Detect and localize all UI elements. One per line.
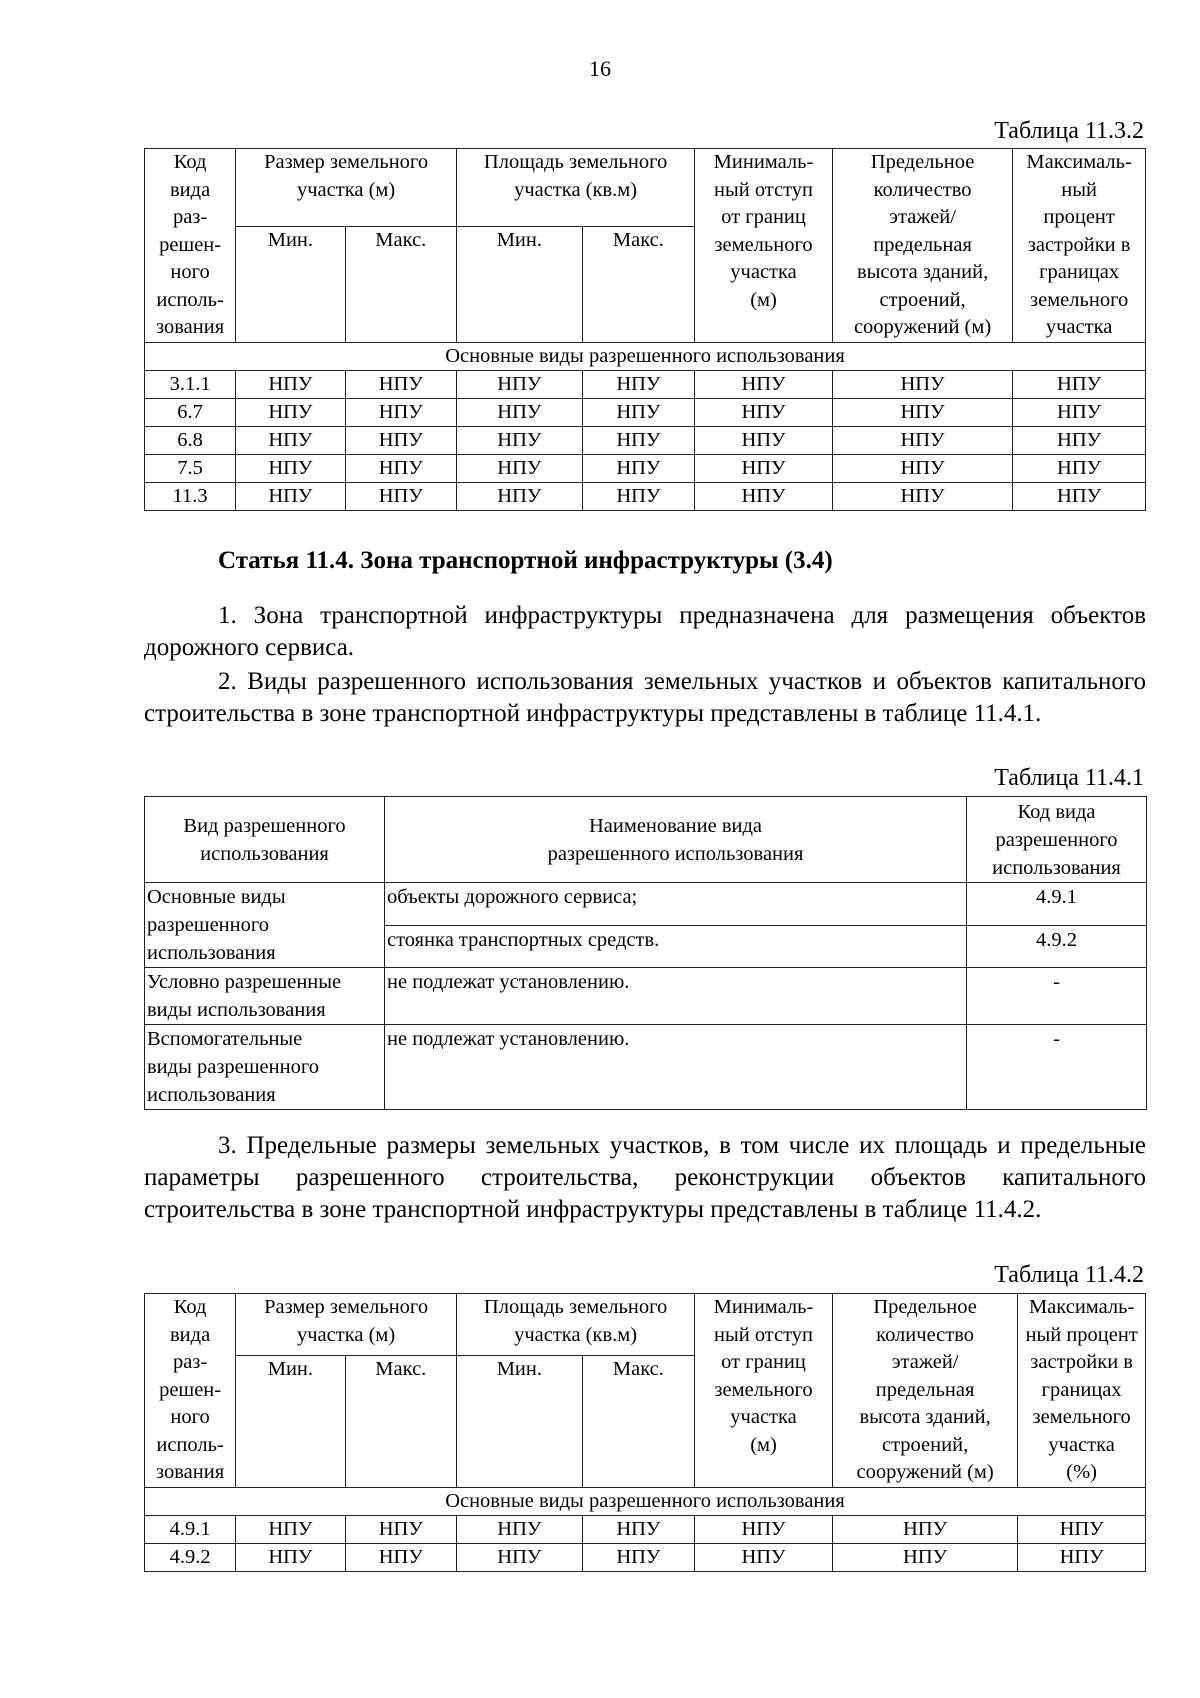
cell-line: границах — [1039, 261, 1120, 283]
main-item-name: объекты дорожного сервиса; — [385, 883, 967, 926]
row-value: НПУ — [582, 427, 694, 455]
cell-line: Условно разрешенные — [147, 971, 342, 993]
cell-line: Вспомогательные — [147, 1028, 303, 1050]
cell-line: Код вида — [1017, 800, 1096, 823]
article-heading: Статья 11.4. Зона транспортной инфраструктуры (3.4) — [218, 547, 833, 574]
header-floors — [832, 1294, 1017, 1488]
header-max: Макс. — [345, 227, 456, 343]
row-value: НПУ — [582, 483, 694, 511]
row-value: НПУ — [345, 427, 456, 455]
cell-line: использования — [147, 1084, 276, 1106]
cell-line: ного — [170, 1406, 210, 1428]
page-number: 16 — [589, 56, 611, 81]
header-code — [145, 149, 236, 343]
row-value: НПУ — [832, 483, 1012, 511]
auxiliary-name: не подлежат установлению. — [385, 1025, 967, 1110]
header-min: Мин. — [236, 227, 345, 343]
row-value: НПУ — [236, 399, 345, 427]
cell-line: зования — [156, 316, 225, 338]
cell-line: ного — [170, 261, 210, 283]
cell-line: границах — [1041, 1378, 1122, 1401]
table-row — [145, 1544, 1146, 1572]
row-value: НПУ — [345, 483, 456, 511]
cell-line: строений, — [879, 288, 966, 311]
cell-line: ный процент — [1025, 1323, 1138, 1346]
row-value: НПУ — [236, 427, 345, 455]
cell-line: Код — [173, 151, 207, 173]
paragraph-2: 2. Виды разрешенного использования земельных участков и объектов капитального строительства в зоне транспортной инфраструктуры представлены в таблице 11.4.1. — [144, 668, 1146, 727]
row-value: НПУ — [832, 1544, 1017, 1572]
header-name — [385, 797, 967, 883]
row-value: НПУ — [695, 483, 833, 511]
row-value: НПУ — [345, 455, 456, 483]
row-value: НПУ — [832, 399, 1012, 427]
table-11-3-2 — [144, 148, 1146, 511]
header-size — [236, 1294, 457, 1356]
cell-line: исполь- — [156, 1433, 224, 1456]
cell-line: участка (м) — [296, 178, 396, 201]
cell-line: участка — [730, 1406, 797, 1428]
cell-line: предельная — [875, 1378, 975, 1401]
paragraph-3: 3. Предельные размеры земельных участков, в том числе их площадь и предельные параметры разрешенного строительства, реконструкции объектов капитального строительства в зоне транспортной инфраструктуры представлены в таблице 11.4.2. — [144, 1132, 1146, 1223]
cell-line: этажей/ — [891, 1351, 959, 1373]
table-11-4-2 — [144, 1293, 1146, 1572]
row-value: НПУ — [236, 371, 345, 399]
row-value: НПУ — [345, 399, 456, 427]
row-value: НПУ — [1013, 371, 1146, 399]
cell-line: (м) — [750, 1433, 777, 1456]
row-value: НПУ — [345, 1516, 456, 1544]
cell-line: разрешенного — [995, 828, 1118, 851]
cell-line: сооружений (м) — [853, 316, 992, 338]
cell-line: Минималь- — [713, 1296, 814, 1318]
cell-line: Площадь земельного — [483, 1296, 668, 1318]
cell-line: Предельное — [870, 151, 975, 173]
cell-line: предельная — [873, 233, 972, 256]
header-percent — [1018, 1294, 1146, 1488]
row-value: НПУ — [457, 1544, 583, 1572]
cell-line: исполь- — [156, 288, 224, 311]
table-11-4-2-caption: Таблица 11.4.2 — [994, 1262, 1144, 1288]
cell-line: виды использования — [147, 999, 326, 1021]
cell-line: этажей/ — [889, 206, 956, 228]
cell-line: строений, — [882, 1433, 969, 1456]
table-11-4-1 — [144, 796, 1147, 1110]
cell-line: участка — [1048, 1433, 1115, 1456]
cell-line: земельного — [1030, 288, 1129, 311]
table-11-3-2-caption: Таблица 11.3.2 — [994, 118, 1144, 144]
cell-line: Предельное — [873, 1296, 977, 1318]
cell-line: использования — [992, 856, 1121, 879]
header-percent — [1013, 149, 1146, 343]
row-value: НПУ — [457, 371, 583, 399]
header-code — [145, 1294, 236, 1488]
cell-line: Максималь- — [1028, 1296, 1135, 1318]
cell-line: разрешенного использования — [547, 842, 804, 865]
paragraph-1: 1. Зона транспортной инфраструктуры предназначена для размещения объектов дорожного сервиса. — [144, 602, 1146, 661]
cell-line: ный — [1061, 178, 1097, 201]
cell-line: использования — [147, 942, 276, 964]
row-value: НПУ — [695, 427, 833, 455]
row-value: НПУ — [236, 1516, 345, 1544]
row-code: 4.9.2 — [145, 1544, 236, 1572]
row-value: НПУ — [236, 483, 345, 511]
header-size — [236, 149, 457, 227]
row-code: 3.1.1 — [145, 371, 236, 399]
cell-line: разрешенного — [147, 914, 270, 936]
auxiliary-kinds-label — [145, 1025, 385, 1110]
row-value: НПУ — [582, 1544, 694, 1572]
cell-line: раз- — [172, 1351, 208, 1373]
row-value: НПУ — [457, 427, 583, 455]
row-value: НПУ — [457, 483, 583, 511]
cell-line: процент — [1043, 206, 1115, 228]
row-value: НПУ — [1013, 483, 1146, 511]
row-value: НПУ — [345, 371, 456, 399]
row-value: НПУ — [582, 455, 694, 483]
row-value: НПУ — [1013, 427, 1146, 455]
cell-line: (м) — [750, 288, 777, 311]
cell-line: вида — [169, 178, 211, 201]
row-value: НПУ — [345, 1544, 456, 1572]
row-value: НПУ — [832, 427, 1012, 455]
header-area — [457, 1294, 695, 1356]
main-kinds-label — [145, 883, 385, 968]
cell-line: Вид разрешенного — [183, 814, 346, 837]
cell-line: раз- — [172, 206, 208, 228]
header-min: Мин. — [457, 227, 583, 343]
main-item-code: 4.9.2 — [967, 925, 1147, 968]
header-code — [967, 797, 1147, 883]
table-row — [145, 1516, 1146, 1544]
row-code: 11.3 — [145, 483, 236, 511]
row-code: 6.7 — [145, 399, 236, 427]
cell-line: участка (кв.м) — [514, 178, 638, 201]
auxiliary-code: - — [967, 1025, 1147, 1110]
row-value: НПУ — [1013, 399, 1146, 427]
row-value: НПУ — [695, 455, 833, 483]
table-row — [145, 399, 1146, 427]
header-max: Макс. — [582, 227, 694, 343]
main-item-name: стоянка транспортных средств. — [385, 925, 967, 968]
row-value: НПУ — [582, 1516, 694, 1544]
cell-line: участка — [730, 261, 797, 283]
cell-line: ный отступ — [713, 1323, 814, 1346]
cell-line: виды разрешенного — [147, 1056, 319, 1078]
table-row — [145, 427, 1146, 455]
cell-line: сооружений (м) — [856, 1461, 994, 1483]
cell-line: Код — [173, 1296, 207, 1318]
row-value: НПУ — [582, 399, 694, 427]
header-max: Макс. — [582, 1356, 694, 1488]
cell-line: от границ — [721, 1351, 806, 1373]
header-indent — [695, 149, 833, 343]
row-value: НПУ — [1018, 1516, 1146, 1544]
row-value: НПУ — [695, 1544, 833, 1572]
row-code: 6.8 — [145, 427, 236, 455]
cell-line: Наименование вида — [588, 814, 763, 837]
row-value: НПУ — [695, 1516, 833, 1544]
section-row: Основные виды разрешенного использования — [145, 1488, 1146, 1516]
header-max: Макс. — [345, 1356, 456, 1488]
row-value: НПУ — [695, 371, 833, 399]
header-min: Мин. — [236, 1356, 345, 1488]
cell-line: от границ — [721, 206, 806, 228]
cell-line: Размер земельного — [264, 1296, 429, 1318]
cell-line: высота зданий, — [859, 1406, 991, 1428]
cell-line: Минималь- — [713, 151, 814, 173]
row-value: НПУ — [457, 399, 583, 427]
row-value: НПУ — [832, 455, 1012, 483]
cell-line: Максималь- — [1026, 151, 1132, 173]
cell-line: застройки в — [1030, 1351, 1133, 1373]
cell-line: решен- — [159, 1378, 222, 1401]
header-min: Мин. — [457, 1356, 583, 1488]
cell-line: земельного — [714, 233, 813, 256]
header-indent — [695, 1294, 833, 1488]
conditional-code: - — [967, 968, 1147, 1025]
row-value: НПУ — [832, 371, 1012, 399]
row-value: НПУ — [695, 399, 833, 427]
cell-line: участка — [1045, 316, 1113, 338]
cell-line: количество — [876, 1323, 975, 1346]
cell-line: участка (кв.м) — [514, 1323, 638, 1346]
cell-line: ный отступ — [713, 178, 814, 201]
cell-line: Основные виды — [147, 886, 286, 908]
cell-line: вида — [169, 1323, 211, 1346]
row-value: НПУ — [457, 455, 583, 483]
cell-line: (%) — [1066, 1461, 1098, 1483]
cell-line: земельного — [714, 1378, 813, 1401]
conditional-name: не подлежат установлению. — [385, 968, 967, 1025]
cell-line: застройки в — [1027, 233, 1131, 256]
cell-line: высота зданий, — [856, 261, 989, 283]
row-value: НПУ — [1018, 1544, 1146, 1572]
row-value: НПУ — [236, 455, 345, 483]
main-item-code: 4.9.1 — [967, 883, 1147, 926]
row-value: НПУ — [457, 1516, 583, 1544]
row-value: НПУ — [236, 1544, 345, 1572]
row-code: 7.5 — [145, 455, 236, 483]
table-row — [145, 483, 1146, 511]
conditional-kinds-label — [145, 968, 385, 1025]
header-area — [457, 149, 695, 227]
section-row: Основные виды разрешенного использования — [145, 343, 1146, 371]
table-11-4-1-caption: Таблица 11.4.1 — [994, 765, 1144, 791]
cell-line: Размер земельного — [264, 151, 429, 173]
row-value: НПУ — [832, 1516, 1017, 1544]
cell-line: участка (м) — [296, 1323, 396, 1346]
row-value: НПУ — [582, 371, 694, 399]
cell-line: зования — [156, 1461, 225, 1483]
cell-line: земельного — [1032, 1406, 1131, 1428]
header-kind — [145, 797, 385, 883]
cell-line: Площадь земельного — [483, 151, 668, 173]
table-row — [145, 455, 1146, 483]
row-code: 4.9.1 — [145, 1516, 236, 1544]
row-value: НПУ — [1013, 455, 1146, 483]
cell-line: использования — [200, 842, 329, 865]
cell-line: количество — [873, 178, 972, 201]
table-row — [145, 371, 1146, 399]
header-floors — [832, 149, 1012, 343]
cell-line: решен- — [159, 233, 222, 256]
